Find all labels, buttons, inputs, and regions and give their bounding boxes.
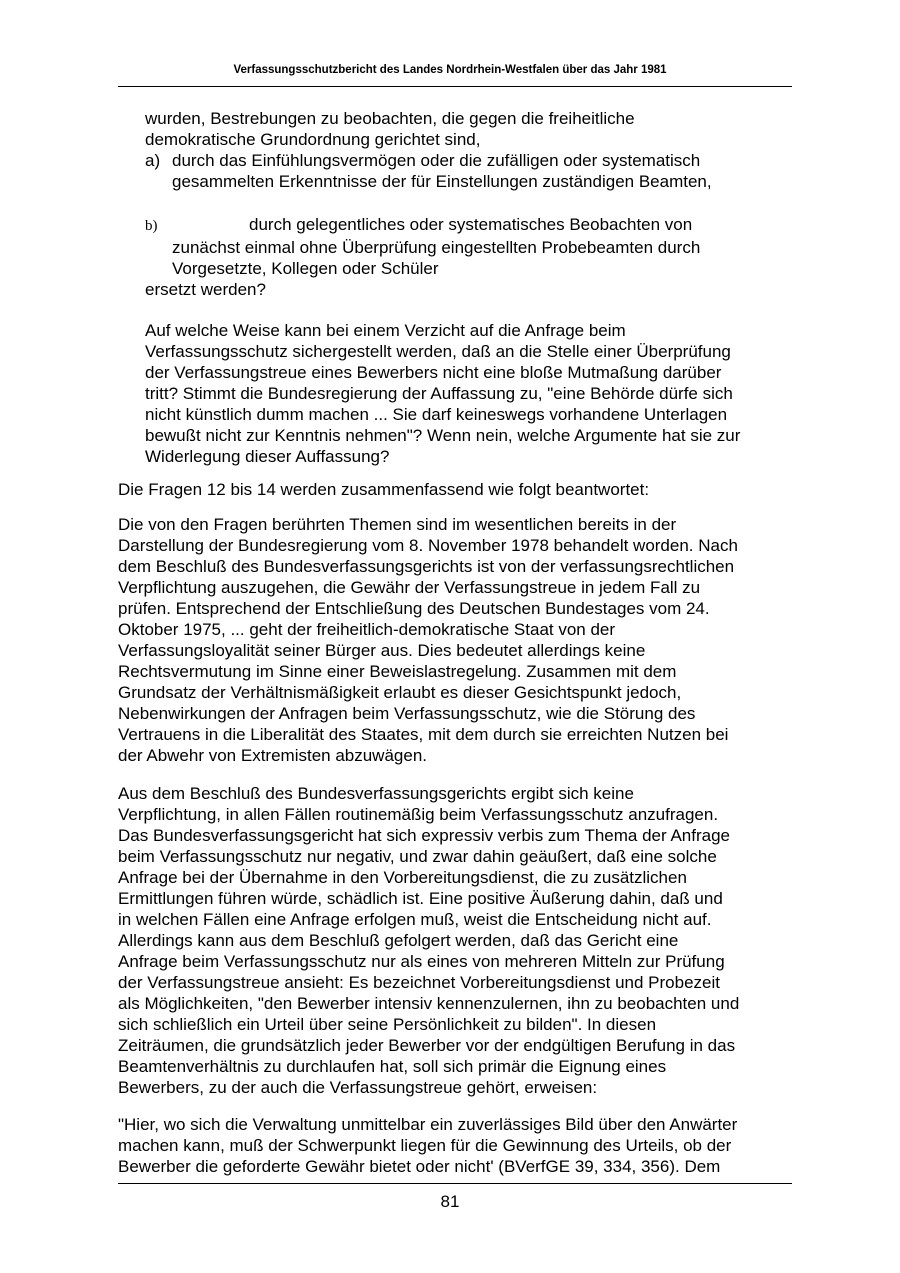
text-line: der Abwehr von Extremisten abzuwägen. [118, 746, 428, 765]
text-line: Aus dem Beschluß des Bundesverfassungsgerichts ergibt sich keine [118, 784, 634, 803]
page-number: 81 [440, 1192, 460, 1211]
text-line: tritt? Stimmt die Bundesregierung der Auffassung zu, "eine Behörde dürfe sich [145, 384, 733, 403]
text-line: machen kann, muß der Schwerpunkt liegen für die Gewinnung des Urteils, ob der [118, 1136, 732, 1155]
text-line: Zeiträumen, die grundsätzlich jeder Bewerber vor der endgültigen Berufung in das [118, 1036, 736, 1055]
text-line: Verpflichtung, in allen Fällen routinemäßig beim Verfassungsschutz anzufragen. [118, 805, 719, 824]
text-line: Die von den Fragen berührten Themen sind im wesentlichen bereits in der [118, 515, 677, 534]
text-line: Verfassungsschutz sichergestellt werden, daß an die Stelle einer Überprüfung [145, 342, 731, 361]
text-line: wurden, Bestrebungen zu beobachten, die gegen die freiheitliche [145, 109, 635, 128]
list-item-b [145, 214, 795, 237]
text-line: Die Fragen 12 bis 14 werden zusammenfassend wie folgt beantwortet: [118, 480, 650, 499]
text-line: sich schließlich ein Urteil über seine Persönlichkeit zu bilden". In diesen [118, 1015, 657, 1034]
footer-rule [118, 1183, 792, 1184]
question-item-b [145, 214, 795, 300]
answer-paragraph-3 [118, 1114, 798, 1177]
text-line: der Verfassungstreue ansieht: Es bezeichnet Vorbereitungsdienst und Probezeit [118, 973, 720, 992]
text-line: gesammelten Erkenntnisse der für Einstellungen zuständigen Beamten, [172, 172, 712, 191]
list-marker: b) [145, 218, 158, 234]
text-line: Vorgesetzte, Kollegen oder Schüler [172, 259, 439, 278]
text-line: Allerdings kann aus dem Beschluß gefolgert werden, daß das Gericht eine [118, 931, 679, 950]
page-header-title: Verfassungsschutzbericht des Landes Nordrhein-Westfalen über das Jahr 1981 [233, 64, 667, 76]
text-line: in welchen Fällen eine Anfrage erfolgen muß, weist die Entscheidung nicht auf. [118, 910, 712, 929]
text-line: Bewerbers, zu der auch die Verfassungstreue gehört, erweisen: [118, 1078, 598, 1097]
answer-paragraph-2 [118, 783, 798, 1098]
text-line: Anfrage beim Verfassungsschutz nur als eines von mehreren Mitteln zur Prüfung [118, 952, 725, 971]
text-line: Widerlegung dieser Auffassung? [145, 447, 390, 466]
text-line: der Verfassungstreue eines Bewerbers nicht eine bloße Mutmaßung darüber [145, 363, 722, 382]
list-item-a [145, 150, 795, 171]
question-14 [145, 320, 795, 467]
text-line: Darstellung der Bundesregierung vom 8. November 1978 behandelt worden. Nach [118, 536, 738, 555]
text-line: "Hier, wo sich die Verwaltung unmittelbar ein zuverlässiges Bild über den Anwärter [118, 1115, 738, 1134]
text-line: Verpflichtung auszugehen, die Gewähr der Verfassungstreue in jedem Fall zu [118, 578, 701, 597]
text-line: dem Beschluß des Bundesverfassungsgerichts ist von der verfassungsrechtlichen [118, 557, 735, 576]
text-line: prüfen. Entsprechend der Entschließung des Deutschen Bundestages vom 24. [118, 599, 710, 618]
text-line: demokratische Grundordnung gerichtet sind, [145, 130, 481, 149]
text-line: bewußt nicht zur Kenntnis nehmen"? Wenn nein, welche Argumente hat sie zur [145, 426, 741, 445]
text-line: nicht künstlich dumm machen ... Sie darf keineswegs vorhandene Unterlagen [145, 405, 728, 424]
text-line: Grundsatz der Verhältnismäßigkeit erlaubt es dieser Gesichtspunkt jedoch, [118, 683, 682, 702]
text-line: durch gelegentliches oder systematisches Beobachten von [249, 215, 693, 234]
header-rule [118, 86, 792, 87]
text-line: Das Bundesverfassungsgericht hat sich expressiv verbis zum Thema der Anfrage [118, 826, 730, 845]
text-line: zunächst einmal ohne Überprüfung eingestellten Probebeamten durch [172, 238, 701, 257]
text-line: durch das Einfühlungsvermögen oder die zufälligen oder systematisch [172, 151, 701, 170]
answer-paragraph-1 [118, 514, 798, 766]
text-line: ersetzt werden? [145, 280, 266, 299]
text-line: Oktober 1975, ... geht der freiheitlich-demokratische Staat von der [118, 620, 616, 639]
text-line: Anfrage bei der Übernahme in den Vorbereitungsdienst, die zu zusätzlichen [118, 868, 687, 887]
text-line: Nebenwirkungen der Anfragen beim Verfassungsschutz, wie die Störung des [118, 704, 696, 723]
text-line: Bewerber die geforderte Gewähr bietet oder nicht' (BVerfGE 39, 334, 356). Dem [118, 1157, 721, 1176]
question-intro [145, 108, 795, 192]
text-line: Ermittlungen führen würde, schädlich ist. Eine positive Äußerung dahin, daß und [118, 889, 723, 908]
text-line: als Möglichkeiten, "den Bewerber intensiv kennenzulernen, ihn zu beobachten und [118, 994, 740, 1013]
text-line: Vertrauens in die Liberalität des Staates, mit dem durch sie erreichten Nutzen bei [118, 725, 729, 744]
text-line: Auf welche Weise kann bei einem Verzicht auf die Anfrage beim [145, 321, 626, 340]
answer-heading [118, 479, 798, 500]
text-line: Rechtsvermutung im Sinne einer Beweislastregelung. Zusammen mit dem [118, 662, 677, 681]
list-marker: a) [145, 151, 161, 170]
text-line: Verfassungsloyalität seiner Bürger aus. Dies bedeutet allerdings keine [118, 641, 646, 660]
text-line: beim Verfassungsschutz nur negativ, und zwar dahin geäußert, daß eine solche [118, 847, 717, 866]
text-line: Beamtenverhältnis zu durchlaufen hat, soll sich primär die Eignung eines [118, 1057, 667, 1076]
